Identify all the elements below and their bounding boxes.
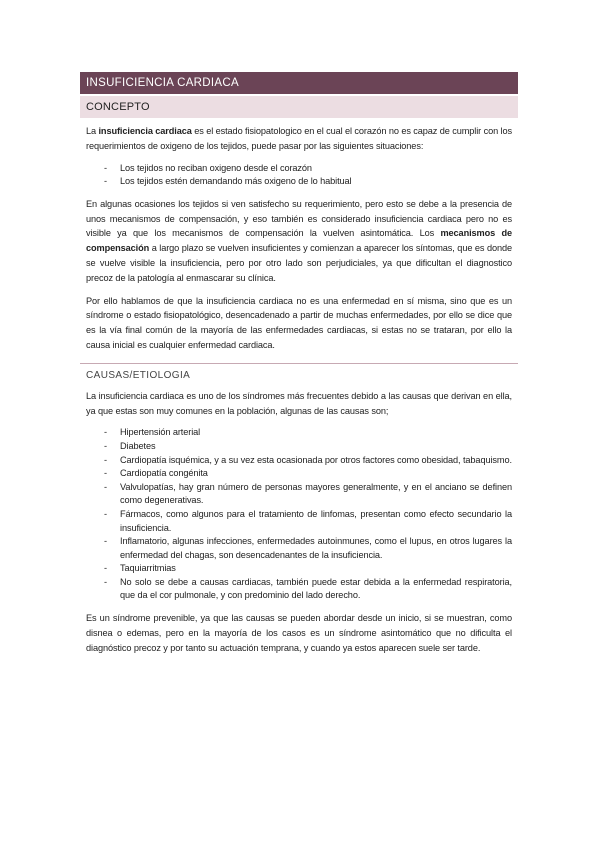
document-title: INSUFICIENCIA CARDIACA bbox=[80, 72, 518, 94]
list-item: - No solo se debe a causas cardiacas, también puede estar debida a la enfermedad respiratoria, que da el cor pulmonale, y con predominio del lado derecho. bbox=[104, 576, 512, 601]
causas-bullet-list bbox=[86, 426, 512, 603]
document-page bbox=[80, 72, 518, 655]
list-item: - Los tejidos estén demandando más oxigeno de lo habitual bbox=[104, 176, 352, 187]
list-item: - Cardiopatía isquémica, y a su vez esta ocasionada por otros factores como obesidad, tabaquismo. bbox=[104, 454, 512, 465]
section-divider bbox=[80, 363, 518, 364]
bold-term-insuficiencia: insuficiencia cardiaca bbox=[98, 126, 192, 136]
concepto-paragraph-3: Por ello hablamos de que la insuficiencia cardiaca no es una enfermedad en sí misma, sino que es un síndrome o estado fisiopatológico, desencadenado a partir de muchas enfermedades, por ello se dice que es la vía final común de la mayoría de las enfermedades cardiacas, si estas no se trataran, por ello la causa inicial es cualquier enfermedad cardiaca. bbox=[86, 295, 512, 350]
list-item: - Inflamatorio, algunas infecciones, enfermedades autoinmunes, como el lupus, en otros lugares la enfermedad del chagas, son desencadenantes de la insuficiencia. bbox=[104, 536, 512, 560]
list-item: - Valvulopatías, hay gran número de personas mayores generalmente, y en el anciano se definen como degenerativas. bbox=[104, 481, 512, 506]
concepto-heading: CONCEPTO bbox=[80, 96, 518, 118]
list-item: - Cardiopatía congénita bbox=[104, 468, 208, 479]
causas-paragraph-2: Es un síndrome prevenible, ya que las causas se pueden abordar desde un inicio, si se muestran, como disnea o edemas, pero en la mayoría de los casos es un síndrome asintomático que no dificulta el diagnóstico precoz y por tanto su actuación temprana, y cuando ya estos aparecen suele ser tarde. bbox=[86, 613, 512, 653]
causas-paragraph-1: La insuficiencia cardiaca es uno de los síndromes más frecuentes debido a las causas que derivan en ella, ya que estas son muy comunes en la población, algunas de las causas son; bbox=[86, 390, 512, 416]
list-item: - Los tejidos no reciban oxigeno desde el corazón bbox=[104, 162, 312, 173]
concepto-paragraph-1: La insuficiencia cardiaca es el estado fisiopatologico en el cual el corazón no es capaz de cumplir con los requerimientos de oxigeno de los tejidos, puede pasar por las siguientes situaciones: bbox=[86, 126, 512, 151]
bold-term-mecanismos: mecanismos de compensación bbox=[86, 228, 512, 254]
list-item: - Fármacos, como algunos para el tratamiento de linfomas, presentan como efecto secundario la insuficiencia. bbox=[104, 508, 512, 533]
list-item: - Hipertensión arterial bbox=[104, 427, 201, 438]
concepto-paragraph-2: En algunas ocasiones los tejidos si ven satisfecho su requerimiento, pero esto se debe a la presencia de unos mecanismos de compensación, y eso también es considerado insuficiencia cardiaca pero no es visible ya que los mecanismos de compensación la vuelven asintomática. Los mecanismos de compensación a largo plazo se vuelven insuficientes y comienzan a aparecer los síntomas, que es donde se vuelve visible la insuficiencia, pero por otro lado son perjudiciales, ya que dificultan el diagnostico precoz de la patología al enmascarar su clínica. bbox=[86, 198, 512, 283]
list-item: - Taquiarritmias bbox=[104, 563, 176, 574]
list-item: - Diabetes bbox=[104, 440, 156, 451]
concepto-bullet-list bbox=[86, 162, 512, 189]
causas-heading: CAUSAS/ETIOLOGIA bbox=[86, 369, 191, 381]
